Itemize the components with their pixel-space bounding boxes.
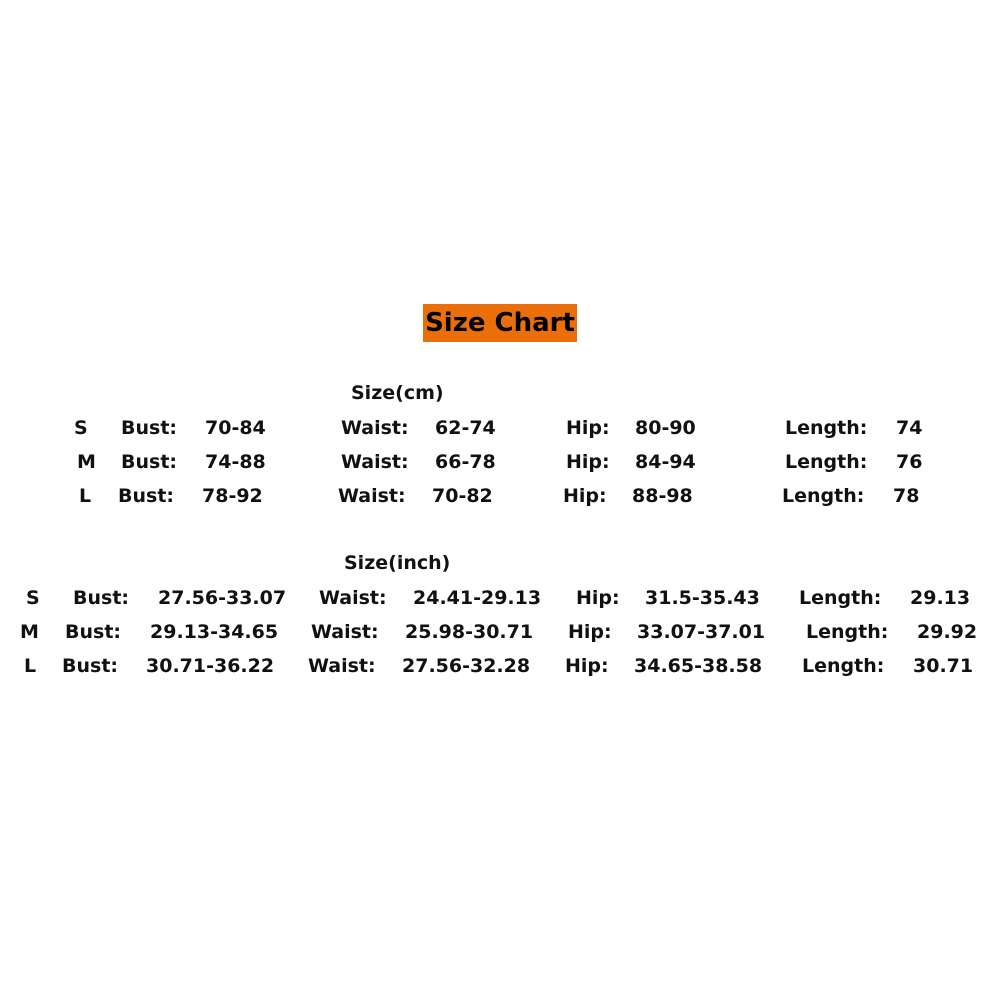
- cm-row-s-bust-label: Bust:: [121, 417, 177, 439]
- cm-row-s-hip-value: 80-90: [635, 417, 696, 439]
- inch-row-s-bust-label: Bust:: [73, 587, 129, 609]
- inch-row-m-bust-value: 29.13-34.65: [150, 621, 279, 643]
- cm-row-m-length-label: Length:: [785, 451, 868, 473]
- inch-row-s-waist-value: 24.41-29.13: [413, 587, 542, 609]
- inch-row-m-hip-value: 33.07-37.01: [637, 621, 766, 643]
- cm-row-m-waist-label: Waist:: [341, 451, 409, 473]
- inch-row-m-bust-label: Bust:: [65, 621, 121, 643]
- inch-row-l-bust-value: 30.71-36.22: [146, 655, 275, 677]
- cm-row-l-bust-value: 78-92: [202, 485, 263, 507]
- cm-row-m-length-value: 76: [896, 451, 923, 473]
- cm-row-l-waist-value: 70-82: [432, 485, 493, 507]
- cm-row-l-bust-label: Bust:: [118, 485, 174, 507]
- cm-row-s-waist-value: 62-74: [435, 417, 496, 439]
- inch-row-s-waist-label: Waist:: [319, 587, 387, 609]
- cm-row-m-waist-value: 66-78: [435, 451, 496, 473]
- inch-row-s-length-value: 29.13: [910, 587, 971, 609]
- cm-row-l-hip-label: Hip:: [563, 485, 607, 507]
- cm-row-l-size: L: [79, 485, 92, 507]
- cm-row-l-length-label: Length:: [782, 485, 865, 507]
- cm-row-m-size: M: [77, 451, 96, 473]
- inch-row-s-size: S: [26, 587, 40, 609]
- inch-row-l-hip-label: Hip:: [565, 655, 609, 677]
- cm-row-s-hip-label: Hip:: [566, 417, 610, 439]
- cm-heading: Size(cm): [351, 382, 444, 404]
- cm-row-l-hip-value: 88-98: [632, 485, 693, 507]
- title-wrapper: [0, 304, 1000, 342]
- cm-row-s-waist-label: Waist:: [341, 417, 409, 439]
- cm-row-s-size: S: [74, 417, 88, 439]
- inch-row-l-waist-value: 27.56-32.28: [402, 655, 531, 677]
- cm-row-s-bust-value: 70-84: [205, 417, 266, 439]
- cm-row-m-bust-value: 74-88: [205, 451, 266, 473]
- inch-row-l-bust-label: Bust:: [62, 655, 118, 677]
- inch-heading: Size(inch): [344, 552, 451, 574]
- inch-row-m-length-value: 29.92: [917, 621, 978, 643]
- inch-row-s-bust-value: 27.56-33.07: [158, 587, 287, 609]
- inch-row-l-length-label: Length:: [802, 655, 885, 677]
- cm-row-m-bust-label: Bust:: [121, 451, 177, 473]
- cm-row-s-length-value: 74: [896, 417, 923, 439]
- inch-row-l-hip-value: 34.65-38.58: [634, 655, 763, 677]
- cm-row-l-waist-label: Waist:: [338, 485, 406, 507]
- inch-row-l-size: L: [24, 655, 37, 677]
- inch-row-m-length-label: Length:: [806, 621, 889, 643]
- inch-row-l-length-value: 30.71: [913, 655, 974, 677]
- cm-row-s-length-label: Length:: [785, 417, 868, 439]
- inch-row-s-length-label: Length:: [799, 587, 882, 609]
- inch-row-l-waist-label: Waist:: [308, 655, 376, 677]
- size-chart-title: Size Chart: [423, 304, 577, 342]
- cm-row-m-hip-value: 84-94: [635, 451, 696, 473]
- inch-row-m-hip-label: Hip:: [568, 621, 612, 643]
- inch-row-s-hip-value: 31.5-35.43: [645, 587, 760, 609]
- cm-row-m-hip-label: Hip:: [566, 451, 610, 473]
- inch-row-m-waist-value: 25.98-30.71: [405, 621, 534, 643]
- inch-row-m-waist-label: Waist:: [311, 621, 379, 643]
- inch-row-s-hip-label: Hip:: [576, 587, 620, 609]
- inch-row-m-size: M: [20, 621, 39, 643]
- cm-row-l-length-value: 78: [893, 485, 920, 507]
